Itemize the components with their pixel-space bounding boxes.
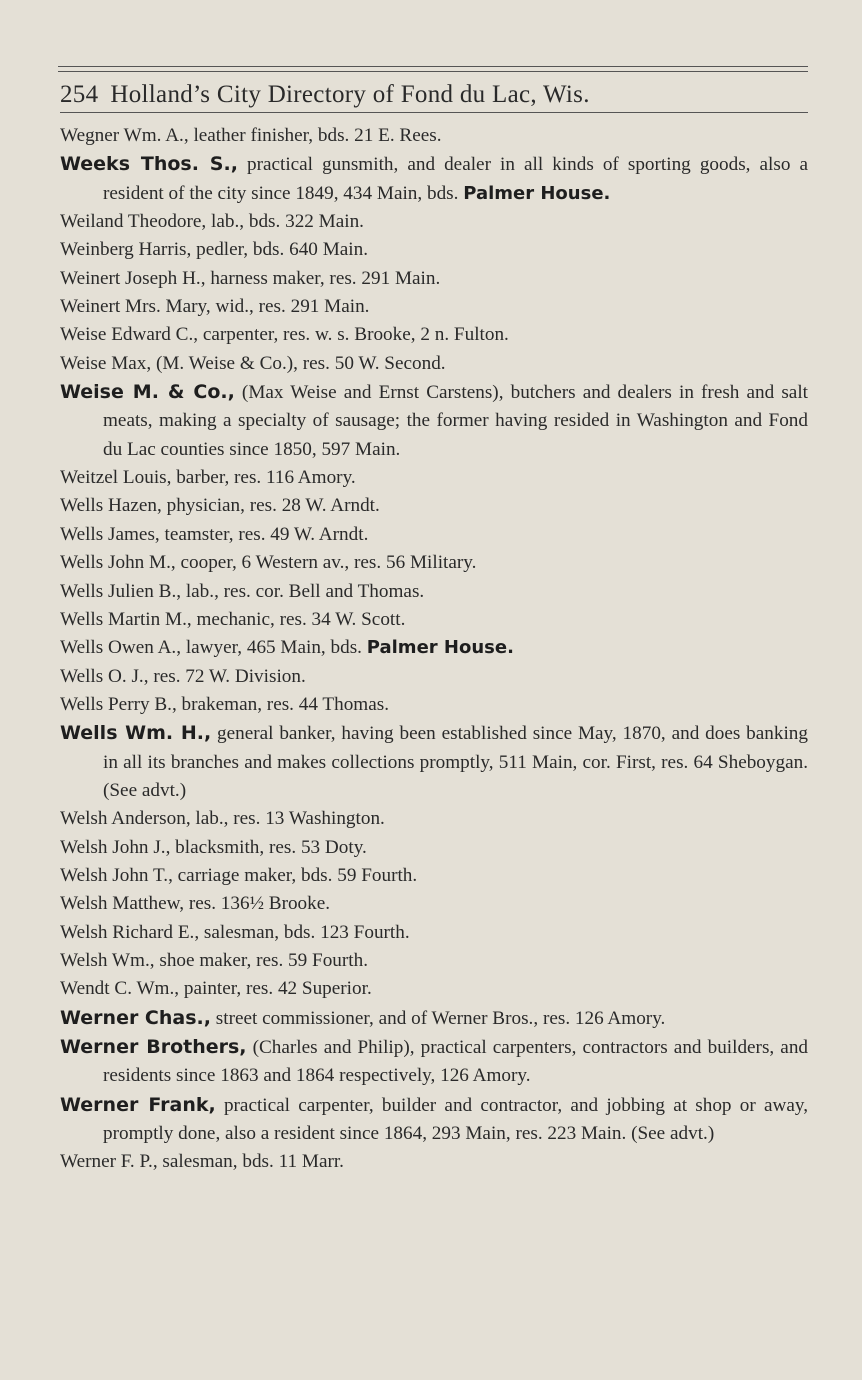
directory-entry: [60, 691, 808, 719]
entry-text: Weiland Theodore, lab., bds. 322 Main.: [60, 211, 364, 233]
entry-text: general banker, having been established since May, 1870, and does banking in all its branches and makes collections promptly, 511 Main, cor. First, res. 64 Sheboygan. (See advt.): [103, 723, 808, 801]
directory-entry: [60, 1091, 808, 1149]
header-rule-top: [58, 66, 808, 67]
entry-text: Welsh Matthew, res. 136½ Brooke.: [60, 893, 331, 915]
directory-entry: [60, 834, 808, 862]
entry-text: Weise Max, (M. Weise & Co.), res. 50 W. Second.: [60, 352, 446, 374]
entry-bold-address: Palmer House.: [463, 182, 611, 204]
entry-bold-address: Palmer House.: [366, 637, 514, 659]
entry-bold-name: Werner Frank,: [60, 1093, 216, 1116]
entry-text: Wells James, teamster, res. 49 W. Arndt.: [60, 523, 369, 545]
entry-text: practical carpenter, builder and contractor, and jobbing at shop or away, promptly done, also a resident since 1864, 293 Main, res. 223 Main. (See advt.): [103, 1094, 808, 1145]
directory-entry: [60, 350, 808, 378]
directory-entry: [60, 862, 808, 890]
header-rule-second: [58, 71, 808, 72]
entry-text: Weise Edward C., carpenter, res. w. s. Brooke, 2 n. Fulton.: [60, 324, 509, 346]
directory-entry: [60, 578, 808, 606]
page-number: 254: [60, 81, 99, 108]
entry-bold-name: Werner Chas.,: [60, 1006, 211, 1029]
directory-entry: [60, 265, 808, 293]
page-title: Holland’s City Directory of Fond du Lac, Wis.: [110, 81, 590, 108]
entry-text: Welsh Richard E., salesman, bds. 123 Fourth.: [60, 921, 410, 943]
entry-text: Wells Owen A., lawyer, 465 Main, bds.: [60, 637, 367, 659]
directory-entries: [60, 122, 808, 1177]
entry-text: Welsh Wm., shoe maker, res. 59 Fourth.: [60, 949, 369, 971]
entry-bold-name: Weeks Thos. S.,: [60, 153, 238, 176]
directory-entry: [60, 236, 808, 264]
entry-text: Welsh Anderson, lab., res. 13 Washington.: [60, 808, 385, 830]
entry-bold-name: Weise M. & Co.,: [60, 381, 235, 404]
entry-text: Weinberg Harris, pedler, bds. 640 Main.: [60, 239, 368, 261]
directory-entry: [60, 947, 808, 975]
entry-text: Werner F. P., salesman, bds. 11 Marr.: [60, 1151, 344, 1173]
directory-entry: [60, 805, 808, 833]
entry-text: Wells Martin M., mechanic, res. 34 W. Scott.: [60, 608, 406, 630]
entry-text: Wells John M., cooper, 6 Western av., res. 56 Military.: [60, 552, 477, 574]
entry-text: (Charles and Philip), practical carpenters, contractors and builders, and residents since 1863 and 1864 respectively, 126 Amory.: [103, 1037, 809, 1087]
directory-entry: [60, 606, 808, 634]
entry-text: street commissioner, and of Werner Bros., res. 126 Amory.: [210, 1007, 666, 1029]
directory-entry: [60, 663, 808, 691]
entry-bold-name: Wells Wm. H.,: [60, 722, 212, 745]
entry-text: Welsh John T., carriage maker, bds. 59 Fourth.: [60, 864, 418, 886]
directory-entry: [60, 321, 808, 349]
directory-entry: [60, 549, 808, 577]
entry-text: Weinert Mrs. Mary, wid., res. 291 Main.: [60, 296, 370, 318]
directory-entry: [60, 122, 808, 150]
entry-text: (Max Weise and Ernst Carstens), butchers and dealers in fresh and salt meats, making a specialty of sausage; the former having resided in Washington and Fond du Lac counties since 1850, 597 Main.: [103, 382, 808, 460]
directory-entry: [60, 1033, 808, 1091]
entry-bold-name: Werner Brothers,: [60, 1036, 247, 1058]
directory-entry: [60, 1148, 808, 1176]
entry-text: Weinert Joseph H., harness maker, res. 291 Main.: [60, 267, 441, 289]
entry-text: Weitzel Louis, barber, res. 116 Amory.: [60, 467, 356, 489]
entry-text: Wegner Wm. A., leather finisher, bds. 21 E. Rees.: [60, 125, 442, 146]
directory-entry: [60, 890, 808, 918]
directory-entry: [60, 378, 808, 464]
directory-entry: [60, 492, 808, 520]
entry-text: Welsh John J., blacksmith, res. 53 Doty.: [60, 836, 367, 858]
entry-text: Wells Perry B., brakeman, res. 44 Thomas.: [60, 693, 390, 715]
directory-entry: [60, 634, 808, 662]
directory-entry: [60, 719, 808, 805]
directory-entry: [60, 975, 808, 1003]
directory-entry: [60, 293, 808, 321]
page-header: [60, 78, 808, 113]
directory-entry: [60, 464, 808, 492]
entry-text: Wells Julien B., lab., res. cor. Bell and Thomas.: [60, 580, 425, 602]
directory-entry: [60, 521, 808, 549]
entry-text: Wendt C. Wm., painter, res. 42 Superior.: [60, 978, 372, 1000]
directory-entry: [60, 919, 808, 947]
entry-text: practical gunsmith, and dealer in all kinds of sporting goods, also a resident of the city since 1849, 434 Main, bds.: [103, 154, 808, 204]
entry-text: Wells O. J., res. 72 W. Division.: [60, 665, 306, 687]
entry-text: Wells Hazen, physician, res. 28 W. Arndt.: [60, 495, 380, 517]
directory-entry: [60, 208, 808, 236]
directory-entry: [60, 1004, 808, 1033]
directory-entry: [60, 150, 808, 208]
